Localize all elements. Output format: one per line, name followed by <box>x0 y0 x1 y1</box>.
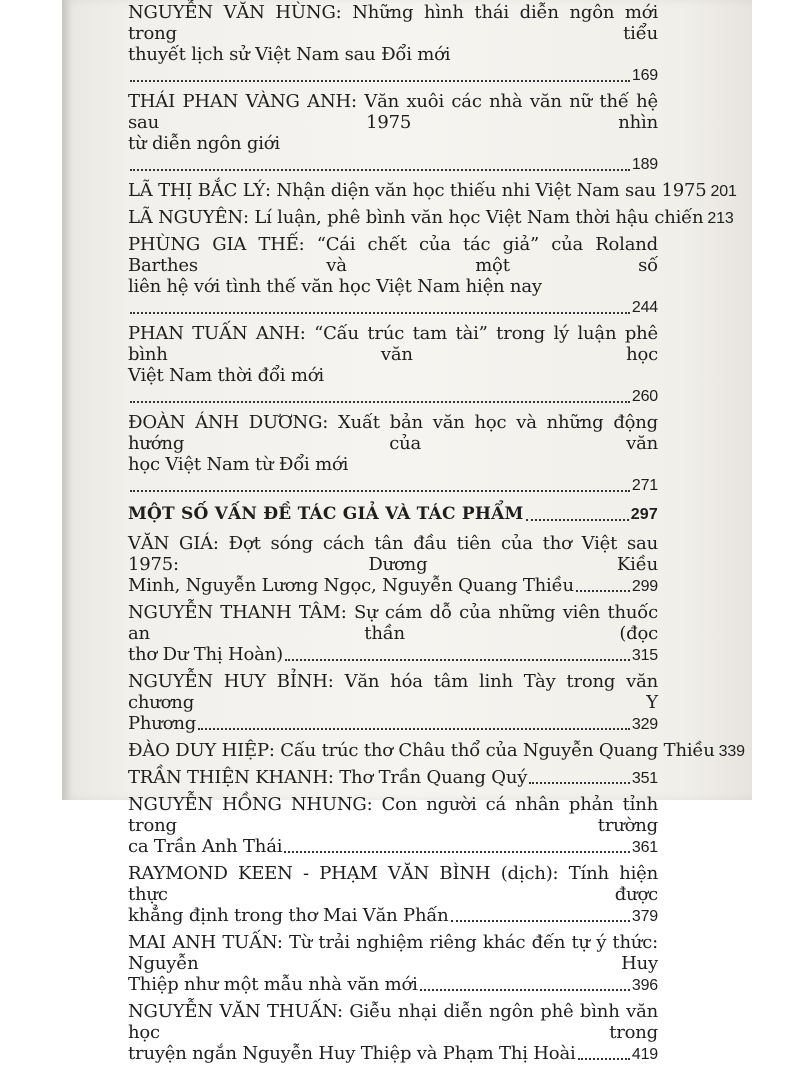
toc-title-line: học Việt Nam từ Đổi mới <box>128 454 349 475</box>
toc-title-line: Tính hiện thực được <box>128 863 658 905</box>
toc-author: THÁI PHAN VÀNG ANH <box>128 91 352 112</box>
toc-page-number: 351 <box>631 770 658 787</box>
toc-entry <box>128 1001 658 1065</box>
toc-entry-line <box>128 905 658 927</box>
toc-entry-line <box>128 207 734 229</box>
toc-author: NGUYỄN VĂN THUẤN <box>128 1001 338 1022</box>
toc-title-line: truyện ngắn Nguyễn Huy Thiệp và Phạm Thị Hoài <box>128 1043 576 1064</box>
toc-entry <box>128 767 658 789</box>
toc-separator: : <box>366 794 382 815</box>
toc-separator: : <box>299 323 315 344</box>
toc-separator: : <box>276 932 289 953</box>
toc-page-number: 244 <box>631 299 658 316</box>
toc-title-line: liên hệ với tình thế văn học Việt Nam hiện nay <box>128 276 542 297</box>
toc-entry <box>128 863 658 927</box>
section-heading-title: MỘT SỐ VẤN ĐỀ TÁC GIẢ VÀ TÁC PHẨM <box>128 504 524 524</box>
toc-page-number: 189 <box>631 156 658 173</box>
toc-separator: : <box>340 602 354 623</box>
toc-entry-line <box>128 575 658 597</box>
toc-entry <box>128 671 658 735</box>
toc-entry <box>128 602 658 666</box>
toc-title-line: Nhận diện văn học thiếu nhi Việt Nam sau 1975 <box>276 180 707 201</box>
toc-page-number: 260 <box>631 388 658 405</box>
toc-title-line: Xuất bản văn học và những động hướng của văn <box>128 412 658 454</box>
toc-page-number: 419 <box>631 1046 658 1063</box>
toc-title-line: Giễu nhại diễn ngôn phê bình văn học trong <box>128 1001 659 1043</box>
dot-leader <box>420 989 630 991</box>
toc-title-line: Văn hóa tâm linh Tày trong văn chương Y <box>128 671 658 713</box>
toc-page-number: 329 <box>631 716 658 733</box>
toc-entry-line <box>128 44 658 65</box>
toc-page-number: 201 <box>710 183 737 200</box>
toc-entry-line <box>128 1001 658 1043</box>
toc-title-line: Thơ Trần Quang Quý <box>339 767 528 788</box>
toc-separator: : <box>327 767 340 788</box>
toc-title-line: Cấu trúc thơ Châu thổ của Nguyễn Quang Thiều <box>280 740 715 761</box>
toc-entry <box>128 932 658 996</box>
toc-entry <box>128 323 658 407</box>
toc-title-line: Minh, Nguyễn Lương Ngọc, Nguyễn Quang Thiều <box>128 575 574 596</box>
toc-title-line: Sự cám dỗ của những viên thuốc an thần (đọc <box>128 602 658 644</box>
toc-entry-line <box>128 454 658 475</box>
toc-page-line <box>128 386 658 407</box>
toc-title-line: Văn xuôi các nhà văn nữ thế hệ sau 1975 nhìn <box>128 91 658 133</box>
toc-author: NGUYỄN VĂN HÙNG <box>128 2 336 23</box>
toc-separator: : <box>552 863 569 884</box>
toc-entry-line <box>128 602 658 644</box>
toc-title-line: Lí luận, phê bình văn học Việt Nam thời hậu chiến <box>254 207 704 228</box>
toc-title-line: Con người cá nhân phản tỉnh trong trường <box>128 794 658 836</box>
toc-entry <box>128 533 658 597</box>
toc-entry-line <box>128 794 658 836</box>
dot-leader <box>130 401 630 403</box>
toc-page-line <box>128 65 658 86</box>
toc-author: ĐOÀN ÁNH DƯƠNG <box>128 412 323 433</box>
section-heading <box>128 504 658 525</box>
toc-title-line: thơ Dư Thị Hoàn) <box>128 644 283 665</box>
toc-separator: : <box>212 533 229 554</box>
toc-entry <box>128 91 658 175</box>
toc-separator: : <box>265 180 277 201</box>
toc-title-line: khẳng định trong thơ Mai Văn Phấn <box>128 905 449 926</box>
toc-entry-line <box>128 533 658 575</box>
toc-author: VĂN GIÁ <box>128 533 213 554</box>
dot-leader <box>130 80 630 82</box>
toc-page-line <box>128 154 658 175</box>
dot-leader <box>130 490 630 492</box>
toc-page-number: 213 <box>707 210 734 227</box>
toc-author: MAI ANH TUẤN <box>128 932 277 953</box>
toc-title-line: “Cấu trúc tam tài” trong lý luận phê bình văn học <box>128 323 659 365</box>
toc-author: TRẦN THIỆN KHANH <box>128 767 328 788</box>
toc-author: ĐÀO DUY HIỆP <box>128 740 269 761</box>
toc-entry-line <box>128 180 737 202</box>
toc-entry-line <box>128 234 658 276</box>
toc-entry-line <box>128 276 658 297</box>
toc-entry-line <box>128 133 658 154</box>
toc-author: PHÙNG GIA THẾ <box>128 234 299 255</box>
toc-title-line: thuyết lịch sử Việt Nam sau Đổi mới <box>128 44 451 65</box>
toc-entry-line <box>128 932 658 974</box>
dot-leader <box>285 659 630 661</box>
toc-entry <box>128 180 737 202</box>
page-gutter-shadow <box>62 0 72 800</box>
toc-entry-line <box>128 863 658 905</box>
table-of-contents <box>128 2 745 1070</box>
toc-entry <box>128 2 658 86</box>
toc-separator: : <box>351 91 365 112</box>
toc-author: RAYMOND KEEN - PHẠM VĂN BÌNH (dịch) <box>128 863 553 884</box>
toc-separator: : <box>242 207 255 228</box>
toc-title-line: Đợt sóng cách tân đầu tiên của thơ Việt sau 1975: Dương Kiều <box>128 533 658 575</box>
toc-page-number: 297 <box>630 506 658 523</box>
dot-leader <box>451 920 630 922</box>
toc-entry-line <box>128 713 658 735</box>
toc-entry-line <box>128 767 658 789</box>
dot-leader <box>198 728 630 730</box>
toc-separator: : <box>335 2 353 23</box>
toc-entry <box>128 207 734 229</box>
toc-entry-line <box>128 365 658 386</box>
toc-author: NGUYỄN HUY BỈNH <box>128 671 328 692</box>
toc-page-number: 396 <box>631 977 658 994</box>
toc-title-line: Những hình thái diễn ngôn mới trong tiểu <box>128 2 658 44</box>
dot-leader <box>529 782 630 784</box>
toc-title-line: Từ trải nghiệm riêng khác đến tự ý thức: Nguyễn Huy <box>128 932 658 974</box>
toc-title-line: từ diễn ngôn giới <box>128 133 280 154</box>
toc-page-number: 271 <box>631 477 658 494</box>
dot-leader <box>284 851 630 853</box>
toc-entry-line <box>128 2 658 44</box>
toc-separator: : <box>322 412 338 433</box>
toc-separator: : <box>327 671 345 692</box>
toc-page-number: 315 <box>631 647 658 664</box>
toc-entry-line <box>128 1043 658 1065</box>
toc-page-line <box>128 475 658 496</box>
dot-leader <box>130 169 630 171</box>
dot-leader <box>576 590 630 592</box>
toc-page-number: 361 <box>631 839 658 856</box>
dot-leader <box>526 519 629 521</box>
toc-entry-line <box>128 740 745 762</box>
toc-author: PHAN TUẤN ANH <box>128 323 300 344</box>
toc-author: LÃ NGUYÊN <box>128 207 243 228</box>
toc-title-line: Thiệp như một mẫu nhà văn mới <box>128 974 418 995</box>
toc-entry-line <box>128 836 658 858</box>
toc-page-number: 379 <box>631 908 658 925</box>
toc-entry <box>128 794 658 858</box>
dot-leader <box>130 312 630 314</box>
toc-entry-line <box>128 91 658 133</box>
toc-separator: : <box>268 740 281 761</box>
toc-entry-line <box>128 412 658 454</box>
toc-separator: : <box>298 234 317 255</box>
toc-entry-line <box>128 974 658 996</box>
toc-title-line: “Cái chết của tác giả” của Roland Barthes và một số <box>128 234 658 276</box>
toc-entry-line <box>128 671 658 713</box>
toc-page-line <box>128 297 658 318</box>
toc-entry <box>128 740 745 762</box>
toc-entry-line <box>128 644 658 666</box>
toc-page-number: 299 <box>631 578 658 595</box>
dot-leader <box>578 1058 630 1060</box>
toc-title-line: ca Trần Anh Thái <box>128 836 283 857</box>
toc-entry-line <box>128 323 658 365</box>
toc-page-number: 339 <box>718 743 745 760</box>
toc-title-line: Việt Nam thời đổi mới <box>128 365 324 386</box>
toc-title-line: Phương <box>128 713 197 734</box>
toc-separator: : <box>337 1001 350 1022</box>
toc-entry <box>128 234 658 318</box>
toc-entry <box>128 412 658 496</box>
toc-author: NGUYỄN HỒNG NHUNG <box>128 794 367 815</box>
toc-author: NGUYỄN THANH TÂM <box>128 602 341 623</box>
toc-page-number: 169 <box>631 67 658 84</box>
toc-author: LÃ THỊ BẮC LÝ <box>128 180 266 201</box>
